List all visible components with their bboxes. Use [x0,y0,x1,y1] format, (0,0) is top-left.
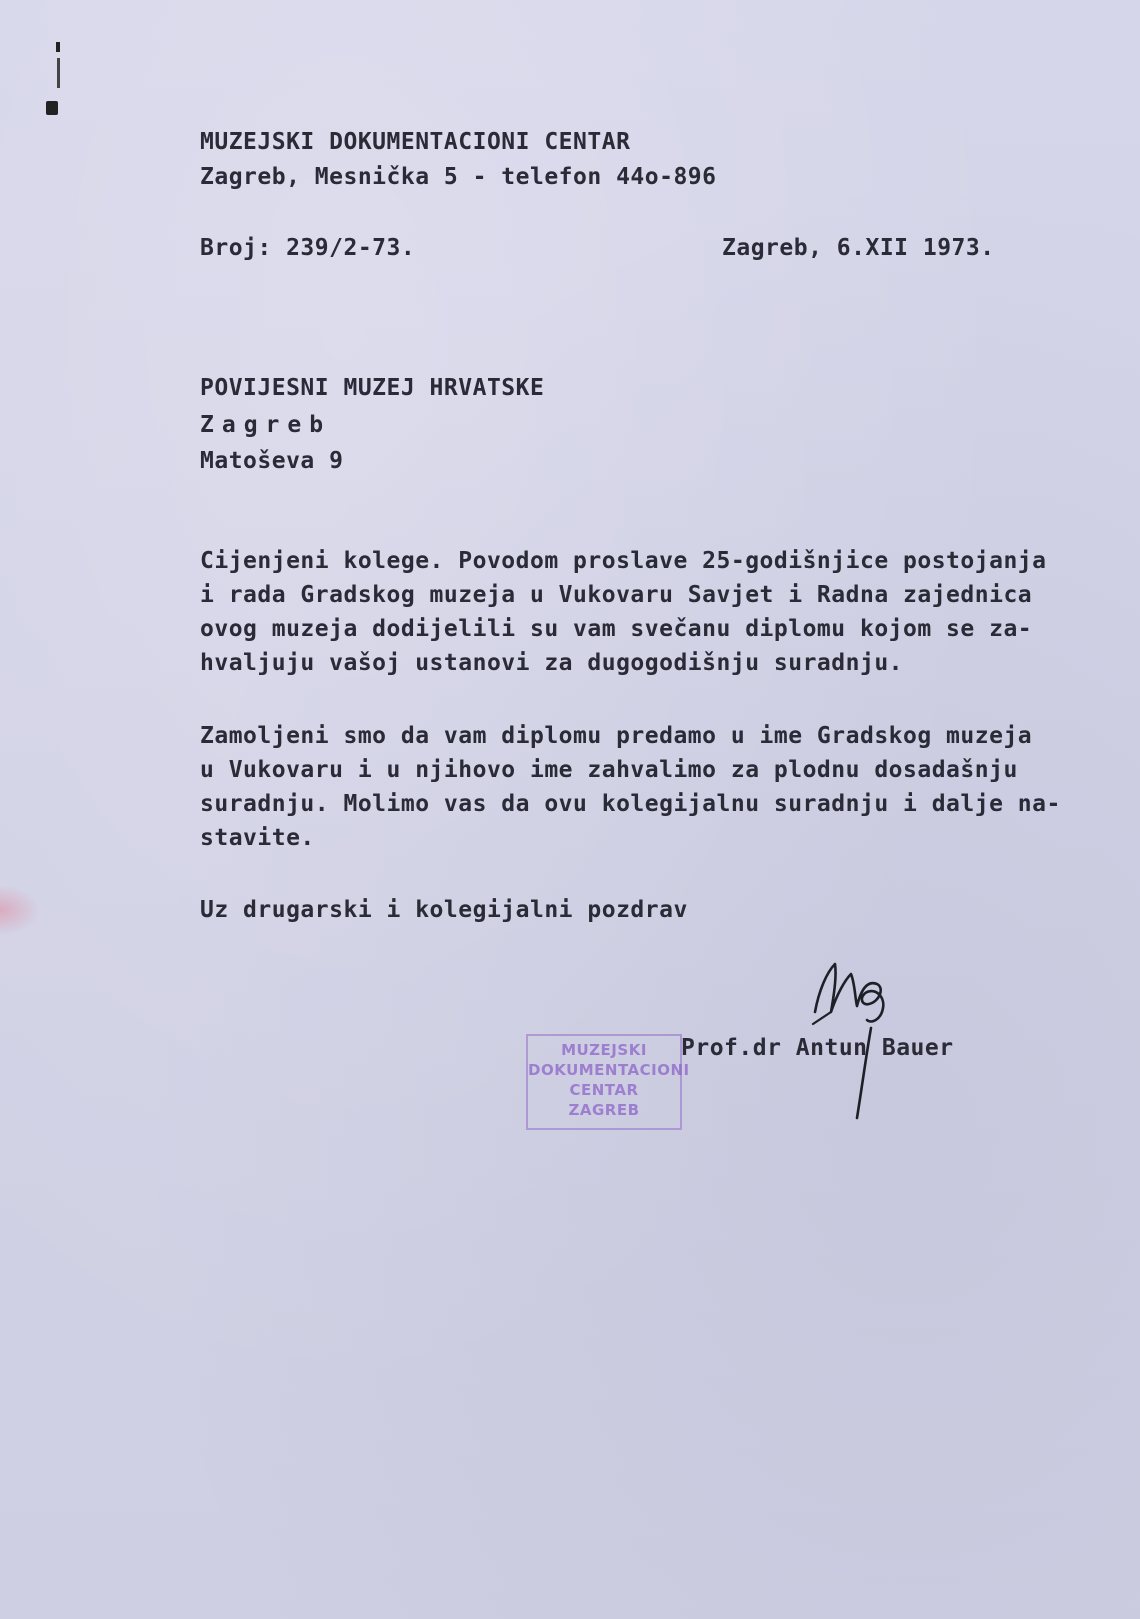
stamp-line: MUZEJSKI [561,1041,647,1059]
paragraph-line: suradnju. Molimo vas da ovu kolegijalnu suradnju i dalje na- [200,791,1061,817]
body-paragraph [200,547,1046,683]
paragraph-line: hvaljuju vašoj ustanovi za dugogodišnju suradnju. [200,650,904,676]
recipient-city: Zagreb [200,412,332,438]
stamp-line: ZAGREB [568,1101,640,1119]
punch-mark [46,101,58,115]
signer-name: Prof.dr Antun Bauer [681,1035,954,1061]
stamp-line: CENTAR [569,1081,639,1099]
recipient-street: Matoševa 9 [200,448,344,474]
paragraph-line: i rada Gradskog muzeja u Vukovaru Savjet i Radna zajednica [200,582,1033,608]
paragraph-line: ovog muzeja dodijelili su vam svečanu diplomu kojom se za- [200,616,1033,642]
punch-mark [56,42,60,52]
paragraph-line: stavite. [200,825,315,851]
handwritten-signature [805,950,925,1120]
body-paragraph [200,722,1061,858]
stamp-line: DOKUMENTACIONI [528,1061,690,1079]
punch-mark [57,58,60,88]
letter-date: Zagreb, 6.XII 1973. [722,235,995,261]
institution-stamp [526,1034,690,1130]
paragraph-line: Cijenjeni kolege. Povodom proslave 25-godišnjice postojanja [200,548,1047,574]
letterhead-org-name: MUZEJSKI DOKUMENTACIONI CENTAR [200,129,631,155]
reference-number: Broj: 239/2-73. [200,235,416,261]
paper-stain [0,885,40,935]
letterhead-address: Zagreb, Mesnička 5 - telefon 44o-896 [200,164,717,190]
paragraph-line: Zamoljeni smo da vam diplomu predamo u ime Gradskog muzeja [200,723,1033,749]
closing-salutation: Uz drugarski i kolegijalni pozdrav [200,897,688,923]
paragraph-line: u Vukovaru i u njihovo ime zahvalimo za plodnu dosadašnju [200,757,1018,783]
recipient-name: POVIJESNI MUZEJ HRVATSKE [200,375,545,401]
